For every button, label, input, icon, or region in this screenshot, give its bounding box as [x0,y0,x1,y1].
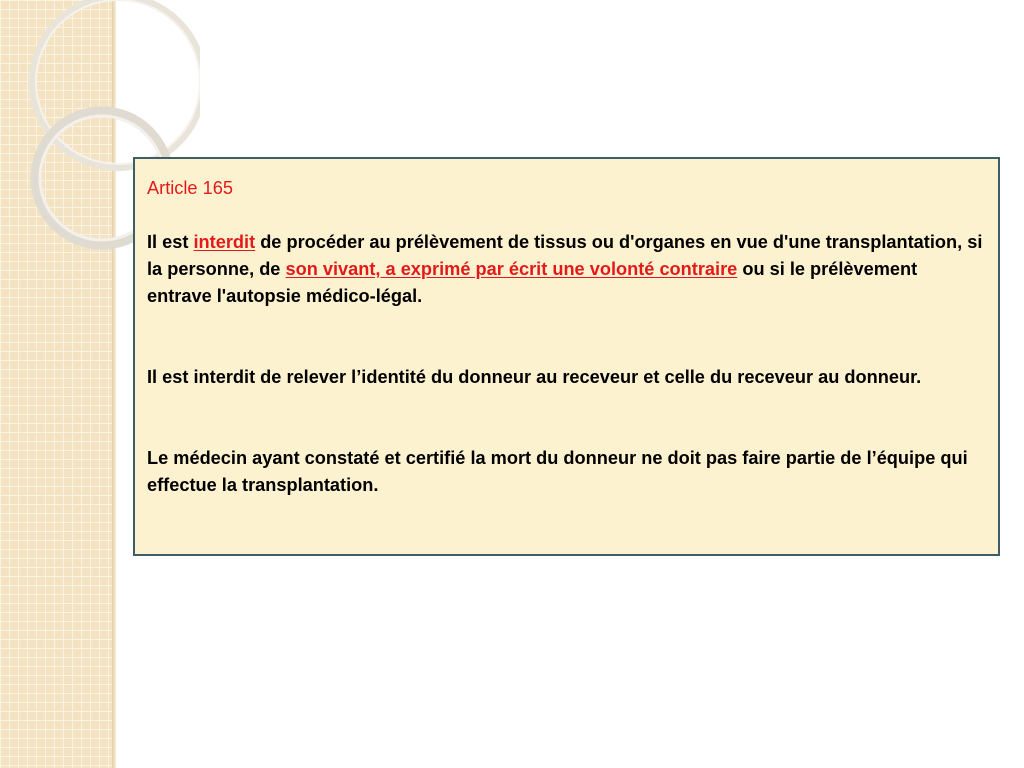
paragraph1-part1: Il est [147,232,194,252]
article-title: Article 165 [147,178,233,198]
spacer [147,391,984,445]
upper-ring-inner [36,0,200,164]
paragraph-removal-conditions [147,229,984,310]
paragraph1-part2: de procéder au prélèvement de tissus ou d'organes en vue d'une transplantation, si la personne, de [147,232,983,279]
spacer [147,310,984,364]
paragraph1-part3: ou si le prélèvement entrave l'autopsie médico-légal. [147,259,918,306]
spacer [147,202,984,229]
upper-ring [32,0,200,168]
paragraph-anonymity: Il est interdit de relever l’identité du donneur au receveur et celle du receveur au donneur. [147,367,922,387]
highlight-interdit: interdit [193,232,256,252]
paragraph-physician-independence: Le médecin ayant constaté et certifié la mort du donneur ne doit pas faire partie de l’équipe qui effectue la transplantation. [147,448,968,495]
highlight-written-refusal: son vivant, a exprimé par écrit une volonté contraire [285,259,738,279]
article-content-box [133,157,1000,556]
